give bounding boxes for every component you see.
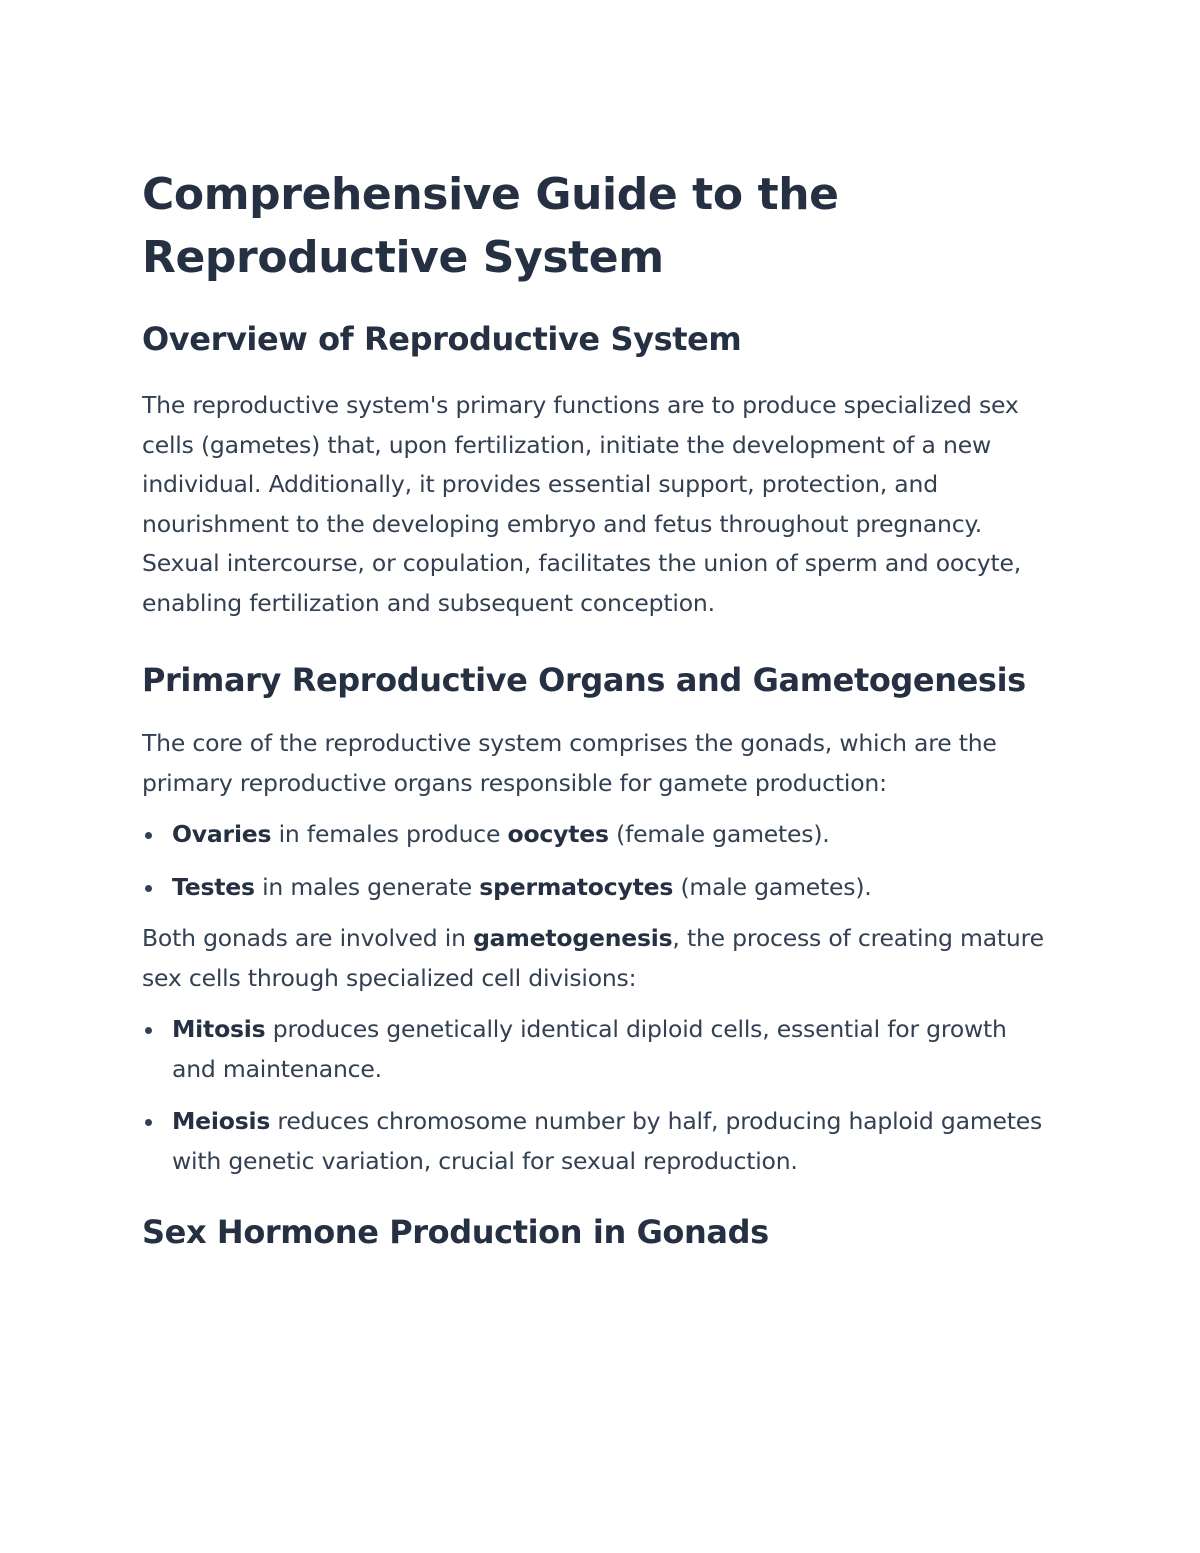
gametogenesis-paragraph [142, 919, 1057, 998]
paragraph-text: Both gonads are involved in [142, 924, 474, 952]
section-heading-hormones: Sex Hormone Production in Gonads [142, 1213, 769, 1251]
bullet-icon [145, 885, 152, 892]
list-item-testes [142, 868, 1057, 908]
list-text: in females produce [271, 820, 508, 848]
bullet-icon [145, 1119, 152, 1126]
list-item-mitosis [142, 1010, 1057, 1089]
list-text: in males generate [254, 872, 480, 901]
term-ovaries: Ovaries [172, 820, 272, 848]
list-text: produces genetically identical diploid cells, essential for growth and maintenance. [172, 1015, 1007, 1083]
section-heading-primary-organs: Primary Reproductive Organs and Gametogenesis [142, 661, 1026, 699]
gonads-intro-paragraph: The core of the reproductive system comprises the gonads, which are the primary reproductive organs responsible for gamete production: [142, 729, 997, 797]
bullet-icon [145, 1027, 152, 1034]
list-text: (male gametes). [673, 872, 872, 901]
term-testes: Testes [172, 872, 255, 901]
section-heading-overview: Overview of Reproductive System [142, 320, 742, 358]
bullet-icon [145, 832, 152, 839]
document-content [142, 163, 1057, 1255]
term-oocytes: oocytes [507, 820, 609, 848]
paragraph-text: , the process of creating mature sex cells through specialized cell divisions: [142, 924, 1044, 992]
term-spermatocytes: spermatocytes [479, 872, 674, 901]
term-mitosis: Mitosis [172, 1015, 266, 1043]
overview-paragraph: The reproductive system's primary functions are to produce specialized sex cells (gametes) that, upon fertilization, initiate the development of a new individual. Additionally, it provides essential support, protection, and nourishment to the developing embryo and fetus throughout pregnancy. Sexual intercourse, or copulation, facilitates the union of sperm and oocyte, enabling fertilization and subsequent conception. [142, 391, 1022, 617]
term-meiosis: Meiosis [172, 1107, 271, 1135]
cell-division-list [142, 1010, 1057, 1181]
list-item-ovaries [142, 815, 1057, 855]
list-text: (female gametes). [608, 820, 830, 848]
gonads-list [142, 815, 1057, 907]
page-title: Comprehensive Guide to the Reproductive System [142, 169, 839, 283]
list-item-meiosis [142, 1102, 1057, 1181]
list-text: reduces chromosome number by half, producing haploid gametes with genetic variation, crucial for sexual reproduction. [172, 1107, 1043, 1175]
term-gametogenesis: gametogenesis [473, 924, 673, 952]
